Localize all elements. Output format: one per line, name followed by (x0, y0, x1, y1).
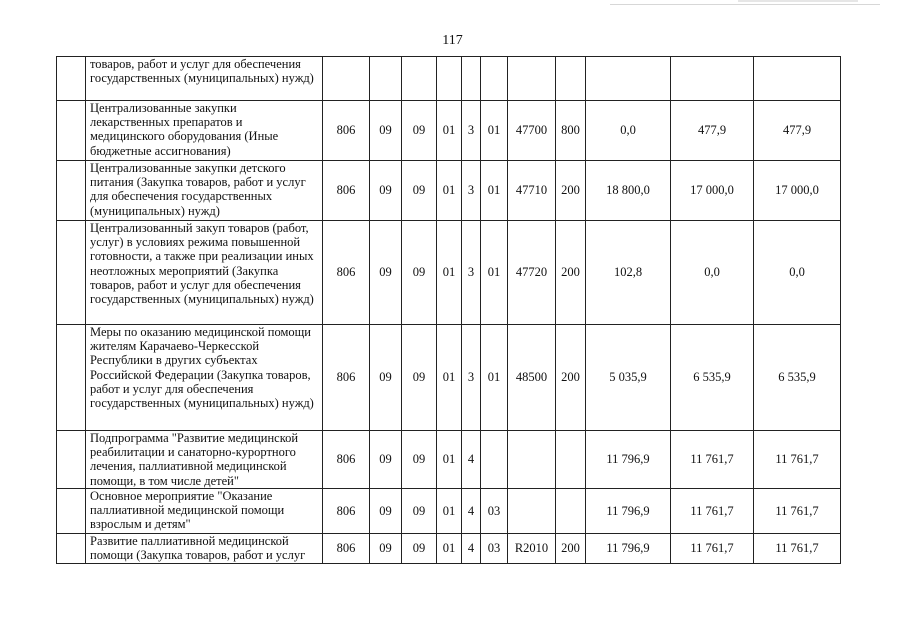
subprogram-code-cell: 4 (462, 534, 481, 564)
sum-year1-cell: 11 796,9 (586, 489, 671, 534)
sum-year3-cell: 0,0 (754, 221, 841, 325)
row-number-cell (57, 325, 86, 431)
activity-code-cell: 01 (481, 101, 508, 161)
direction-code-cell: 47710 (508, 161, 556, 221)
expense-type-cell (556, 57, 586, 101)
name-cell: Развитие паллиативной медицинской помощи (Закупка товаров, работ и услуг (86, 534, 323, 564)
admin-code-cell: 806 (323, 431, 370, 489)
row-number-cell (57, 221, 86, 325)
section-code-cell (370, 57, 402, 101)
program-code-cell: 01 (437, 534, 462, 564)
sum-year1-cell: 11 796,9 (586, 534, 671, 564)
section-code-cell: 09 (370, 101, 402, 161)
row-number-cell (57, 534, 86, 564)
table-row (57, 534, 841, 564)
sum-year3-cell: 11 761,7 (754, 534, 841, 564)
section-code-cell: 09 (370, 161, 402, 221)
page-number: 117 (442, 33, 463, 48)
sum-year2-cell (671, 57, 754, 101)
name-cell: Основное мероприятие "Оказание паллиативной медицинской помощи взрослым и детям" (86, 489, 323, 534)
sum-year1-cell: 5 035,9 (586, 325, 671, 431)
expense-type-cell: 200 (556, 221, 586, 325)
activity-code-cell (481, 431, 508, 489)
admin-code-cell: 806 (323, 325, 370, 431)
admin-code-cell: 806 (323, 534, 370, 564)
direction-code-cell (508, 489, 556, 534)
table-row (57, 221, 841, 325)
subprogram-code-cell: 4 (462, 489, 481, 534)
table-row (57, 489, 841, 534)
direction-code-cell (508, 57, 556, 101)
activity-code-cell: 01 (481, 161, 508, 221)
expense-type-cell: 800 (556, 101, 586, 161)
expense-type-cell: 200 (556, 534, 586, 564)
program-code-cell (437, 57, 462, 101)
activity-code-cell: 03 (481, 534, 508, 564)
subsection-code-cell: 09 (402, 534, 437, 564)
program-code-cell: 01 (437, 161, 462, 221)
direction-code-cell: 48500 (508, 325, 556, 431)
name-cell: товаров, работ и услуг для обеспечения государственных (муниципальных) нужд) (86, 57, 323, 101)
activity-code-cell (481, 57, 508, 101)
sum-year3-cell: 17 000,0 (754, 161, 841, 221)
name-cell: Меры по оказанию медицинской помощи жителям Карачаево-Черкесской Республики в других субъектах Российской Федерации (Закупка товаров, работ и услуг для обеспечения государственных (муниципальных) нужд) (86, 325, 323, 431)
table-row (57, 431, 841, 489)
activity-code-cell: 01 (481, 325, 508, 431)
sum-year2-cell: 6 535,9 (671, 325, 754, 431)
sum-year1-cell: 11 796,9 (586, 431, 671, 489)
admin-code-cell: 806 (323, 161, 370, 221)
row-number-cell (57, 161, 86, 221)
subsection-code-cell: 09 (402, 161, 437, 221)
sum-year2-cell: 17 000,0 (671, 161, 754, 221)
expense-type-cell: 200 (556, 325, 586, 431)
subsection-code-cell: 09 (402, 221, 437, 325)
section-code-cell: 09 (370, 489, 402, 534)
table-row (57, 57, 841, 101)
name-cell: Централизованный закуп товаров (работ, услуг) в условиях режима повышенной готовности, а также при реализации иных неотложных мероприятий (Закупка товаров, работ и услуг для обеспечения государственных (муниципальных) нужд) (86, 221, 323, 325)
section-code-cell: 09 (370, 221, 402, 325)
subsection-code-cell: 09 (402, 431, 437, 489)
sum-year1-cell: 102,8 (586, 221, 671, 325)
admin-code-cell (323, 57, 370, 101)
expense-type-cell (556, 431, 586, 489)
program-code-cell: 01 (437, 221, 462, 325)
admin-code-cell: 806 (323, 101, 370, 161)
subprogram-code-cell: 3 (462, 161, 481, 221)
sum-year2-cell: 11 761,7 (671, 431, 754, 489)
row-number-cell (57, 57, 86, 101)
scan-artifact-line (738, 0, 858, 2)
program-code-cell: 01 (437, 431, 462, 489)
subsection-code-cell: 09 (402, 325, 437, 431)
subsection-code-cell: 09 (402, 101, 437, 161)
sum-year2-cell: 0,0 (671, 221, 754, 325)
direction-code-cell (508, 431, 556, 489)
name-cell: Централизованные закупки лекарственных препаратов и медицинского оборудования (Иные бюджетные ассигнования) (86, 101, 323, 161)
row-number-cell (57, 101, 86, 161)
table-row (57, 161, 841, 221)
subprogram-code-cell: 3 (462, 325, 481, 431)
section-code-cell: 09 (370, 431, 402, 489)
sum-year1-cell: 18 800,0 (586, 161, 671, 221)
subprogram-code-cell: 3 (462, 221, 481, 325)
table-row (57, 101, 841, 161)
scan-artifact-line (610, 4, 880, 5)
row-number-cell (57, 431, 86, 489)
activity-code-cell: 01 (481, 221, 508, 325)
expense-type-cell (556, 489, 586, 534)
name-cell: Подпрограмма "Развитие медицинской реабилитации и санаторно-курортного лечения, паллиативной медицинской помощи, в том числе детей" (86, 431, 323, 489)
direction-code-cell: 47700 (508, 101, 556, 161)
name-cell: Централизованные закупки детского питания (Закупка товаров, работ и услуг для обеспечения государственных (муниципальных) нужд) (86, 161, 323, 221)
row-number-cell (57, 489, 86, 534)
sum-year1-cell (586, 57, 671, 101)
subsection-code-cell: 09 (402, 489, 437, 534)
direction-code-cell: R2010 (508, 534, 556, 564)
budget-table (56, 56, 841, 564)
sum-year3-cell: 11 761,7 (754, 431, 841, 489)
sum-year3-cell (754, 57, 841, 101)
subprogram-code-cell: 3 (462, 101, 481, 161)
program-code-cell: 01 (437, 325, 462, 431)
sum-year3-cell: 11 761,7 (754, 489, 841, 534)
admin-code-cell: 806 (323, 221, 370, 325)
program-code-cell: 01 (437, 489, 462, 534)
subsection-code-cell (402, 57, 437, 101)
sum-year2-cell: 477,9 (671, 101, 754, 161)
section-code-cell: 09 (370, 534, 402, 564)
section-code-cell: 09 (370, 325, 402, 431)
sum-year2-cell: 11 761,7 (671, 489, 754, 534)
direction-code-cell: 47720 (508, 221, 556, 325)
admin-code-cell: 806 (323, 489, 370, 534)
activity-code-cell: 03 (481, 489, 508, 534)
subprogram-code-cell: 4 (462, 431, 481, 489)
table-row (57, 325, 841, 431)
subprogram-code-cell (462, 57, 481, 101)
sum-year3-cell: 477,9 (754, 101, 841, 161)
expense-type-cell: 200 (556, 161, 586, 221)
sum-year1-cell: 0,0 (586, 101, 671, 161)
sum-year2-cell: 11 761,7 (671, 534, 754, 564)
program-code-cell: 01 (437, 101, 462, 161)
sum-year3-cell: 6 535,9 (754, 325, 841, 431)
